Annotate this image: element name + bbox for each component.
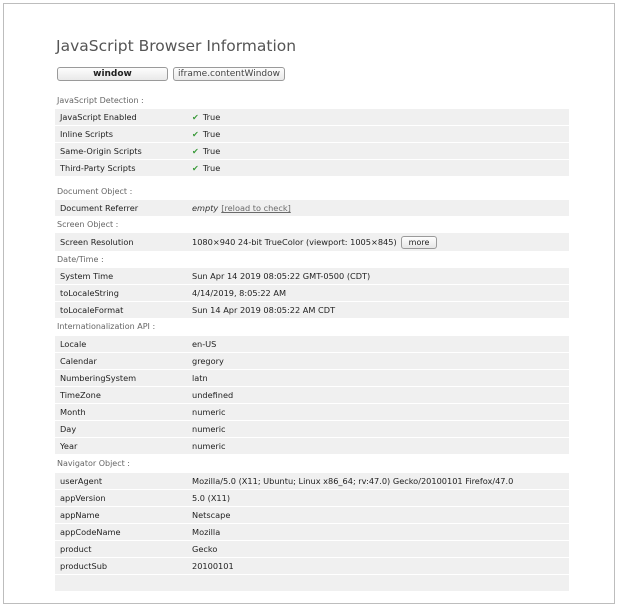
check-icon: ✔ [192, 146, 199, 156]
row-key: NumberingSystem [60, 373, 137, 383]
section-label-intl: Internationalization API : [57, 322, 156, 331]
table-row [55, 370, 569, 386]
row-value: Mozilla [192, 527, 221, 537]
row-key: toLocaleFormat [60, 305, 124, 315]
table-row [55, 524, 569, 540]
row-key: JavaScript Enabled [60, 112, 137, 122]
row-key: appCodeName [60, 527, 121, 537]
table-row [55, 200, 569, 216]
table-row [55, 353, 569, 369]
section-label-navigator: Navigator Object : [57, 459, 130, 468]
row-value: numeric [192, 441, 226, 451]
section-label-js-detection: JavaScript Detection : [57, 96, 144, 105]
reload-to-check-link[interactable]: [reload to check] [221, 203, 291, 213]
table-row [55, 233, 569, 251]
section-label-screen: Screen Object : [57, 220, 119, 229]
check-icon: ✔ [192, 112, 199, 122]
table-row [55, 126, 569, 142]
table-row-cut-off [55, 575, 569, 591]
row-key: Inline Scripts [60, 129, 113, 139]
row-value: numeric [192, 407, 226, 417]
page-title: JavaScript Browser Information [56, 37, 297, 55]
row-value: en-US [192, 339, 217, 349]
row-value: Sun Apr 14 2019 08:05:22 GMT-0500 (CDT) [192, 271, 371, 281]
row-key: Day [60, 424, 77, 434]
row-key: Locale [60, 339, 87, 349]
row-key: productSub [60, 561, 108, 571]
page-frame [3, 3, 615, 604]
referrer-value: empty [192, 203, 219, 213]
table-row [55, 387, 569, 403]
table-row [55, 404, 569, 420]
row-value: 4/14/2019, 8:05:22 AM [192, 288, 287, 298]
row-value: numeric [192, 424, 226, 434]
check-icon: ✔ [192, 163, 199, 173]
row-key: product [60, 544, 92, 554]
table-row [55, 421, 569, 437]
check-icon: ✔ [192, 129, 199, 139]
row-value: ✔ True [192, 129, 221, 139]
table-row [55, 438, 569, 454]
row-value: Mozilla/5.0 (X11; Ubuntu; Linux x86_64; rv:47.0) Gecko/20100101 Firefox/47.0 [192, 476, 514, 486]
row-value [192, 200, 291, 216]
row-key: System Time [60, 271, 114, 281]
table-row [55, 336, 569, 352]
table-row [55, 285, 569, 301]
row-key: Same-Origin Scripts [60, 146, 142, 156]
row-key: TimeZone [60, 390, 101, 400]
tab-iframe-content-window[interactable]: iframe.contentWindow [173, 67, 285, 81]
row-key: appName [60, 510, 100, 520]
table-row [55, 507, 569, 523]
table-row [55, 490, 569, 506]
table-row [55, 558, 569, 574]
row-key: appVersion [60, 493, 106, 503]
section-label-datetime: Date/Time : [57, 255, 104, 264]
table-row [55, 541, 569, 557]
table-row [55, 473, 569, 489]
row-value: Netscape [192, 510, 231, 520]
row-key: Year [60, 441, 78, 451]
row-value: ✔ True [192, 146, 221, 156]
row-value: Gecko [192, 544, 218, 554]
table-row [55, 109, 569, 125]
row-key: Calendar [60, 356, 97, 366]
row-key: Third-Party Scripts [60, 163, 136, 173]
table-row [55, 302, 569, 318]
row-key: toLocaleString [60, 288, 119, 298]
table-row [55, 268, 569, 284]
section-label-document: Document Object : [57, 187, 133, 196]
row-value: 20100101 [192, 561, 234, 571]
table-row [55, 143, 569, 159]
tab-window[interactable]: window [57, 67, 168, 81]
row-value: ✔ True [192, 163, 221, 173]
row-key: Document Referrer [60, 203, 139, 213]
row-value: 5.0 (X11) [192, 493, 231, 503]
row-key: Screen Resolution [60, 237, 134, 247]
row-value: gregory [192, 356, 224, 366]
row-value: Sun 14 Apr 2019 08:05:22 AM CDT [192, 305, 336, 315]
row-key: userAgent [60, 476, 103, 486]
more-button[interactable]: more [401, 236, 438, 249]
row-value: undefined [192, 390, 234, 400]
row-key: Month [60, 407, 86, 417]
table-row [55, 160, 569, 176]
row-value: 1080×940 24-bit TrueColor (viewport: 1005×845) more [192, 233, 437, 251]
row-value: latn [192, 373, 208, 383]
row-value: ✔ True [192, 112, 221, 122]
